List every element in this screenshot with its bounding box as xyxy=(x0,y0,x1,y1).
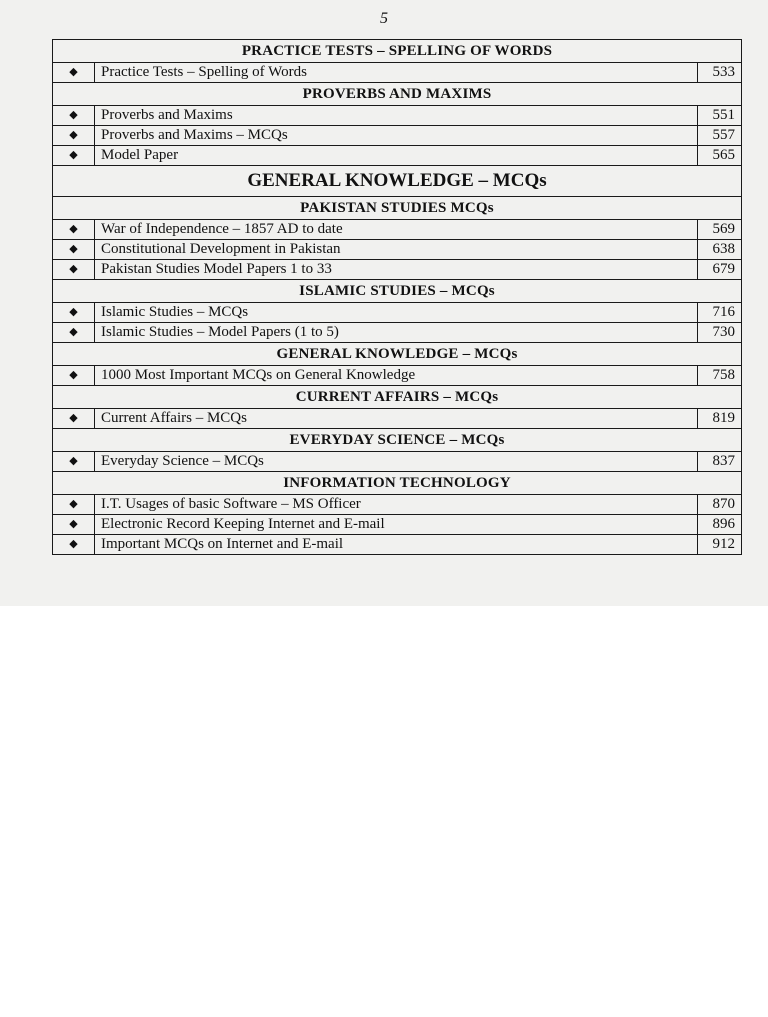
section-heading: CURRENT AFFAIRS – MCQs xyxy=(53,386,742,409)
diamond-bullet-icon: ◆ xyxy=(53,106,95,126)
section-heading-row xyxy=(53,83,742,106)
toc-entry-page: 557 xyxy=(697,126,741,146)
section-heading: PROVERBS AND MAXIMS xyxy=(53,83,742,106)
diamond-bullet-icon: ◆ xyxy=(53,366,95,386)
diamond-bullet-icon: ◆ xyxy=(53,303,95,323)
toc-entry-row xyxy=(53,515,742,535)
toc-entry-title: Important MCQs on Internet and E-mail xyxy=(95,535,698,555)
section-heading: PRACTICE TESTS – SPELLING OF WORDS xyxy=(53,40,742,63)
toc-entry-page: 638 xyxy=(697,240,741,260)
toc-entry-row xyxy=(53,146,742,166)
toc-entry-title: Proverbs and Maxims xyxy=(95,106,698,126)
section-heading: PAKISTAN STUDIES MCQs xyxy=(53,197,742,220)
diamond-bullet-icon: ◆ xyxy=(53,515,95,535)
toc-entry-page: 912 xyxy=(697,535,741,555)
toc-entry-row xyxy=(53,452,742,472)
major-heading-row xyxy=(53,166,742,197)
major-heading: GENERAL KNOWLEDGE – MCQs xyxy=(53,166,742,197)
toc-entry-row xyxy=(53,495,742,515)
toc-entry-title: Constitutional Development in Pakistan xyxy=(95,240,698,260)
section-heading: GENERAL KNOWLEDGE – MCQs xyxy=(53,343,742,366)
toc-entry-row xyxy=(53,240,742,260)
toc-entry-title: Proverbs and Maxims – MCQs xyxy=(95,126,698,146)
toc-entry-row xyxy=(53,303,742,323)
toc-entry-row xyxy=(53,63,742,83)
section-heading-row xyxy=(53,197,742,220)
toc-entry-row xyxy=(53,106,742,126)
section-heading: EVERYDAY SCIENCE – MCQs xyxy=(53,429,742,452)
toc-entry-title: Everyday Science – MCQs xyxy=(95,452,698,472)
toc-entry-page: 896 xyxy=(697,515,741,535)
toc-entry-page: 730 xyxy=(697,323,741,343)
section-heading-row xyxy=(53,429,742,452)
section-heading-row xyxy=(53,472,742,495)
toc-entry-row xyxy=(53,366,742,386)
toc-entry-page: 565 xyxy=(697,146,741,166)
toc-entry-page: 533 xyxy=(697,63,741,83)
diamond-bullet-icon: ◆ xyxy=(53,146,95,166)
diamond-bullet-icon: ◆ xyxy=(53,63,95,83)
diamond-bullet-icon: ◆ xyxy=(53,409,95,429)
diamond-bullet-icon: ◆ xyxy=(53,323,95,343)
toc-entry-page: 758 xyxy=(697,366,741,386)
toc-entry-page: 716 xyxy=(697,303,741,323)
toc-entry-title: I.T. Usages of basic Software – MS Officer xyxy=(95,495,698,515)
diamond-bullet-icon: ◆ xyxy=(53,260,95,280)
toc-entry-row xyxy=(53,126,742,146)
diamond-bullet-icon: ◆ xyxy=(53,126,95,146)
toc-entry-page: 551 xyxy=(697,106,741,126)
diamond-bullet-icon: ◆ xyxy=(53,452,95,472)
toc-entry-page: 569 xyxy=(697,220,741,240)
diamond-bullet-icon: ◆ xyxy=(53,240,95,260)
toc-entry-page: 679 xyxy=(697,260,741,280)
toc-entry-title: Islamic Studies – MCQs xyxy=(95,303,698,323)
toc-entry-title: Islamic Studies – Model Papers (1 to 5) xyxy=(95,323,698,343)
section-heading-row xyxy=(53,40,742,63)
table-of-contents xyxy=(52,39,742,555)
page-number: 5 xyxy=(380,10,388,27)
section-heading-row xyxy=(53,343,742,366)
toc-entry-title: Electronic Record Keeping Internet and E-mail xyxy=(95,515,698,535)
diamond-bullet-icon: ◆ xyxy=(53,495,95,515)
toc-entry-row xyxy=(53,220,742,240)
toc-entry-title: Current Affairs – MCQs xyxy=(95,409,698,429)
section-heading: INFORMATION TECHNOLOGY xyxy=(53,472,742,495)
toc-entry-row xyxy=(53,409,742,429)
section-heading-row xyxy=(53,280,742,303)
toc-body xyxy=(53,40,742,555)
toc-entry-row xyxy=(53,323,742,343)
diamond-bullet-icon: ◆ xyxy=(53,535,95,555)
toc-entry-page: 837 xyxy=(697,452,741,472)
toc-entry-row xyxy=(53,535,742,555)
toc-entry-title: Model Paper xyxy=(95,146,698,166)
toc-entry-page: 870 xyxy=(697,495,741,515)
toc-entry-page: 819 xyxy=(697,409,741,429)
toc-entry-row xyxy=(53,260,742,280)
section-heading: ISLAMIC STUDIES – MCQs xyxy=(53,280,742,303)
diamond-bullet-icon: ◆ xyxy=(53,220,95,240)
toc-entry-title: Practice Tests – Spelling of Words xyxy=(95,63,698,83)
toc-entry-title: War of Independence – 1857 AD to date xyxy=(95,220,698,240)
section-heading-row xyxy=(53,386,742,409)
toc-entry-title: Pakistan Studies Model Papers 1 to 33 xyxy=(95,260,698,280)
toc-entry-title: 1000 Most Important MCQs on General Knowledge xyxy=(95,366,698,386)
